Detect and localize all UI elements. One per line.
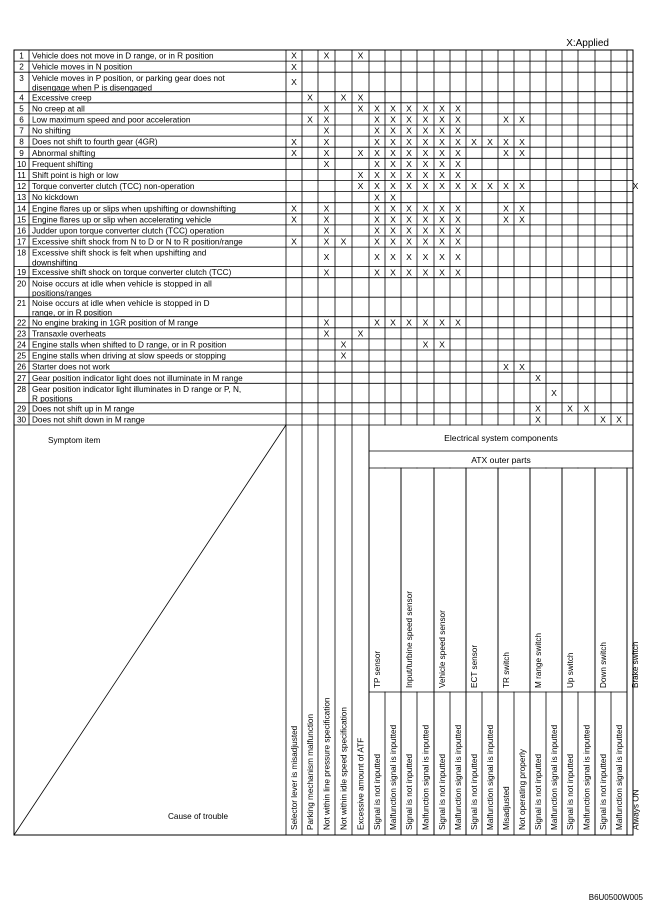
symptom-text: Noise occurs at idle when vehicle is stopped in D	[32, 298, 210, 308]
applied-mark: X	[291, 136, 297, 147]
symptom-text: Excessive shift shock from N to D or N to R position/range	[32, 237, 243, 247]
row-number: 28	[16, 384, 27, 394]
applied-mark: X	[406, 203, 412, 214]
applied-mark: X	[439, 114, 445, 125]
applied-mark: X	[357, 50, 364, 61]
applied-mark: X	[455, 103, 461, 114]
applied-mark: X	[406, 158, 412, 169]
applied-mark: X	[422, 203, 429, 214]
applied-mark: X	[422, 251, 429, 262]
row-number: 17	[16, 237, 27, 247]
applied-mark: X	[455, 317, 461, 328]
applied-mark: X	[323, 214, 330, 225]
applied-mark: X	[390, 236, 396, 247]
row-number: 25	[16, 351, 27, 361]
applied-mark: X	[422, 236, 429, 247]
applied-mark: X	[374, 214, 380, 225]
applied-mark: X	[519, 214, 525, 225]
applied-mark: X	[323, 225, 330, 236]
symptom-text: No kickdown	[32, 193, 79, 203]
applied-mark: X	[503, 114, 509, 125]
applied-mark: X	[390, 147, 396, 158]
applied-mark: X	[439, 125, 445, 136]
cause-label: Signal is not inputted	[566, 753, 575, 830]
applied-mark: X	[406, 103, 412, 114]
applied-mark: X	[439, 267, 445, 278]
cause-label: Signal is not inputted	[438, 753, 447, 830]
applied-mark: X	[323, 236, 330, 247]
applied-mark: X	[291, 147, 297, 158]
row-number: 6	[19, 115, 24, 125]
symptom-text: Excessive shift shock is felt when upshifting and	[32, 248, 207, 258]
row-number: 26	[16, 362, 27, 372]
applied-mark: X	[374, 181, 380, 192]
row-number: 20	[16, 279, 27, 289]
cause-label: Malfunction signal is inputted	[486, 724, 495, 830]
symptom-text: Transaxle overheats	[32, 329, 106, 339]
applied-mark: X	[535, 414, 541, 425]
cause-label: Malfunction signal is inputted	[389, 724, 398, 830]
applied-mark: X	[406, 267, 412, 278]
symptom-text: Does not shift down in M range	[32, 415, 145, 425]
applied-mark: X	[323, 114, 330, 125]
symptom-text: Low maximum speed and poor acceleration	[32, 115, 191, 125]
applied-mark: X	[406, 251, 412, 262]
symptom-text: Abnormal shifting	[32, 148, 96, 158]
cause-label: Excessive amount of ATF	[356, 737, 366, 830]
symptom-text: Excessive creep	[32, 93, 92, 103]
applied-mark: X	[439, 103, 445, 114]
applied-mark: X	[390, 170, 396, 181]
applied-mark: X	[519, 114, 525, 125]
applied-mark: X	[323, 251, 330, 262]
applied-mark: X	[455, 170, 461, 181]
symptom-text: Vehicle moves in P position, or parking gear does not	[32, 73, 225, 83]
applied-mark: X	[422, 147, 429, 158]
symptom-text: Engine flares up or slips when upshifting or downshifting	[32, 204, 236, 214]
cause-label: Malfunction signal is inputted	[421, 724, 431, 830]
group-name: M range switch	[534, 632, 543, 688]
applied-mark: X	[583, 403, 590, 414]
applied-mark: X	[422, 225, 429, 236]
applied-mark: X	[455, 125, 461, 136]
applied-mark: X	[519, 147, 525, 158]
corner-diagonal	[14, 425, 286, 835]
applied-mark: X	[455, 203, 461, 214]
applied-mark: X	[422, 317, 429, 328]
applied-mark: X	[374, 103, 380, 114]
applied-mark: X	[357, 103, 364, 114]
applied-mark: X	[390, 125, 396, 136]
applied-mark: X	[390, 251, 396, 262]
applied-mark: X	[340, 339, 347, 350]
applied-mark: X	[406, 136, 412, 147]
applied-mark: X	[357, 170, 364, 181]
applied-mark: X	[291, 214, 297, 225]
symptom-item-label: Symptom item	[48, 436, 101, 445]
symptom-text: Gear position indicator light illuminates in D range or P, N,	[32, 384, 242, 394]
applied-mark: X	[503, 147, 509, 158]
applied-mark: X	[567, 403, 573, 414]
row-number: 2	[19, 62, 24, 72]
cause-label: Parking mechanism malfunction	[306, 713, 315, 830]
legend-text: X:Applied	[566, 38, 609, 49]
row-number: 27	[16, 373, 27, 383]
applied-mark: X	[551, 388, 557, 399]
applied-mark: X	[307, 92, 313, 103]
group-name: Down switch	[599, 642, 608, 688]
symptom-text: Judder upon torque converter clutch (TCC) operation	[32, 226, 225, 236]
applied-mark: X	[406, 317, 412, 328]
cause-label: Always ON	[631, 789, 641, 830]
symptom-text: No creep at all	[32, 104, 85, 114]
row-number: 21	[16, 298, 27, 308]
row-number: 23	[16, 329, 27, 339]
cause-label: Malfunction signal is inputted	[582, 724, 592, 830]
applied-mark: X	[406, 236, 412, 247]
symptom-text: Does not shift to fourth gear (4GR)	[32, 137, 158, 147]
applied-mark: X	[439, 339, 445, 350]
group-name: ECT sensor	[470, 644, 479, 688]
row-number: 1	[19, 51, 24, 61]
applied-mark: X	[291, 236, 297, 247]
applied-mark: X	[503, 136, 509, 147]
applied-mark: X	[503, 181, 509, 192]
applied-mark: X	[374, 170, 380, 181]
applied-mark: X	[406, 114, 412, 125]
applied-mark: X	[374, 125, 380, 136]
applied-mark: X	[422, 214, 429, 225]
applied-mark: X	[503, 203, 509, 214]
applied-mark: X	[390, 114, 396, 125]
applied-mark: X	[357, 181, 364, 192]
symptom-text: Engine stalls when shifted to D range, or in R position	[32, 340, 227, 350]
cause-label: Signal is not inputted	[373, 753, 382, 830]
symptom-text: R positions	[32, 394, 73, 404]
applied-mark: X	[455, 158, 461, 169]
atx-outer-parts-header: ATX outer parts	[471, 455, 531, 465]
applied-mark: X	[439, 236, 445, 247]
applied-mark: X	[519, 181, 525, 192]
applied-mark: X	[471, 181, 477, 192]
applied-mark: X	[519, 203, 525, 214]
applied-mark: X	[323, 267, 330, 278]
symptom-text: Vehicle does not move in D range, or in R position	[32, 51, 214, 61]
applied-mark: X	[390, 267, 396, 278]
applied-mark: X	[323, 328, 330, 339]
applied-mark: X	[323, 147, 330, 158]
applied-mark: X	[439, 317, 445, 328]
group-name: Up switch	[566, 652, 575, 688]
cause-label: Not operating properly	[518, 748, 527, 830]
applied-mark: X	[340, 92, 347, 103]
applied-mark: X	[390, 181, 396, 192]
applied-mark: X	[357, 147, 364, 158]
applied-mark: X	[374, 136, 380, 147]
applied-mark: X	[374, 267, 380, 278]
cause-label: Misadjusted	[502, 786, 511, 830]
row-number: 16	[16, 226, 27, 236]
applied-mark: X	[439, 181, 445, 192]
applied-mark: X	[439, 203, 445, 214]
applied-mark: X	[487, 181, 493, 192]
cause-label: Selector lever is misadjusted	[290, 725, 299, 830]
applied-mark: X	[455, 267, 461, 278]
symptom-text: disengage when P is disengaged	[32, 83, 153, 93]
applied-mark: X	[323, 50, 330, 61]
applied-mark: X	[455, 147, 461, 158]
applied-mark: X	[374, 203, 380, 214]
symptom-text: Vehicle moves in N position	[32, 62, 133, 72]
applied-mark: X	[390, 317, 396, 328]
row-number: 3	[19, 73, 24, 83]
row-number: 22	[16, 318, 27, 328]
symptom-text: No engine braking in 1GR position of M range	[32, 318, 199, 328]
applied-mark: X	[422, 125, 429, 136]
symptom-text: Engine flares up or slip when accelerating vehicle	[32, 215, 212, 225]
symptom-text: downshifting	[32, 258, 78, 268]
applied-mark: X	[374, 225, 380, 236]
applied-mark: X	[357, 92, 364, 103]
applied-mark: X	[406, 181, 412, 192]
applied-mark: X	[439, 147, 445, 158]
applied-mark: X	[519, 136, 525, 147]
row-number: 8	[19, 137, 24, 147]
applied-mark: X	[422, 103, 429, 114]
applied-mark: X	[323, 103, 330, 114]
applied-mark: X	[374, 317, 380, 328]
applied-mark: X	[422, 267, 429, 278]
group-name: TR switch	[502, 652, 511, 688]
applied-mark: X	[390, 203, 396, 214]
applied-mark: X	[519, 361, 525, 372]
applied-mark: X	[374, 251, 380, 262]
row-number: 29	[16, 404, 27, 414]
symptom-text: Does not shift up in M range	[32, 404, 135, 414]
applied-mark: X	[374, 147, 380, 158]
applied-mark: X	[535, 372, 541, 383]
row-number: 14	[16, 204, 27, 214]
row-number: 4	[19, 93, 24, 103]
applied-mark: X	[406, 125, 412, 136]
row-number: 19	[16, 268, 27, 278]
applied-mark: X	[455, 251, 461, 262]
applied-mark: X	[340, 236, 347, 247]
applied-mark: X	[471, 136, 477, 147]
symptom-text: range, or in R position	[32, 308, 113, 318]
row-number: 11	[17, 171, 26, 180]
cause-label: Not within line pressure specification	[322, 697, 332, 830]
applied-mark: X	[357, 328, 364, 339]
applied-mark: X	[307, 114, 313, 125]
applied-mark: X	[422, 158, 429, 169]
applied-mark: X	[390, 225, 396, 236]
cause-label: Not within idle speed specification	[339, 707, 349, 830]
applied-mark: X	[455, 136, 461, 147]
applied-mark: X	[422, 136, 429, 147]
applied-mark: X	[406, 147, 412, 158]
applied-mark: X	[455, 114, 461, 125]
applied-mark: X	[340, 350, 347, 361]
row-number: 18	[16, 248, 27, 258]
row-number: 12	[16, 182, 27, 192]
applied-mark: X	[487, 136, 493, 147]
applied-mark: X	[323, 136, 330, 147]
row-number: 9	[19, 148, 24, 158]
applied-mark: X	[291, 61, 297, 72]
group-name: Vehicle speed sensor	[438, 610, 447, 688]
applied-mark: X	[439, 214, 445, 225]
applied-mark: X	[455, 181, 461, 192]
applied-mark: X	[455, 214, 461, 225]
applied-mark: X	[439, 136, 445, 147]
applied-mark: X	[291, 77, 297, 88]
applied-mark: X	[390, 158, 396, 169]
applied-mark: X	[439, 158, 445, 169]
cause-label: Signal is not inputted	[405, 753, 414, 830]
cause-label: Signal is not inputted	[534, 753, 543, 830]
row-number: 10	[16, 159, 27, 169]
row-number: 5	[19, 104, 24, 114]
applied-mark: X	[455, 236, 461, 247]
applied-mark: X	[632, 181, 639, 192]
applied-mark: X	[422, 114, 429, 125]
applied-mark: X	[503, 361, 509, 372]
applied-mark: X	[439, 170, 445, 181]
applied-mark: X	[323, 317, 330, 328]
symptom-text: Gear position indicator light does not illuminate in M range	[32, 373, 243, 383]
symptom-text: Frequent shifting	[32, 159, 93, 169]
figure-code: B6U0500W005	[588, 893, 643, 902]
row-number: 15	[16, 215, 27, 225]
applied-mark: X	[374, 192, 380, 203]
symptom-text: Engine stalls when driving at slow speeds or stopping	[32, 351, 226, 361]
cause-label: Signal is not inputted	[599, 753, 608, 830]
symptom-text: Torque converter clutch (TCC) non-operation	[32, 182, 195, 192]
symptom-text: positions/ranges	[32, 288, 92, 298]
cause-label: Malfunction signal is inputted	[550, 724, 559, 830]
row-number: 7	[19, 126, 24, 136]
row-number: 24	[16, 340, 27, 350]
applied-mark: X	[616, 414, 622, 425]
applied-mark: X	[422, 170, 429, 181]
symptom-text: Shift point is high or low	[32, 171, 119, 180]
applied-mark: X	[406, 170, 412, 181]
symptom-text: No shifting	[32, 126, 71, 136]
applied-mark: X	[406, 225, 412, 236]
group-name: Brake switch	[631, 641, 640, 688]
applied-mark: X	[374, 158, 380, 169]
applied-mark: X	[374, 114, 380, 125]
applied-mark: X	[390, 192, 396, 203]
electrical-components-header: Electrical system components	[444, 433, 558, 443]
group-name: Input/turbine speed sensor	[405, 591, 414, 688]
applied-mark: X	[422, 181, 429, 192]
symptom-text: Noise occurs at idle when vehicle is stopped in all	[32, 279, 212, 289]
applied-mark: X	[422, 339, 429, 350]
applied-mark: X	[390, 214, 396, 225]
cause-label: Signal is not inputted	[470, 753, 479, 830]
applied-mark: X	[323, 203, 330, 214]
cause-label: Malfunction signal is inputted	[454, 724, 463, 830]
applied-mark: X	[503, 214, 509, 225]
cause-of-trouble-label: Cause of trouble	[168, 812, 229, 821]
symptom-text: Starter does not work	[32, 362, 110, 372]
row-number: 13	[16, 193, 27, 203]
applied-mark: X	[390, 103, 396, 114]
applied-mark: X	[323, 125, 330, 136]
applied-mark: X	[439, 251, 445, 262]
applied-mark: X	[390, 136, 396, 147]
symptom-text: Excessive shift shock on torque converter clutch (TCC)	[32, 268, 232, 278]
row-number: 30	[16, 415, 27, 425]
applied-mark: X	[406, 214, 412, 225]
applied-mark: X	[600, 414, 606, 425]
cause-label: Malfunction signal is inputted	[615, 724, 624, 830]
applied-mark: X	[291, 203, 297, 214]
applied-mark: X	[535, 403, 541, 414]
applied-mark: X	[323, 158, 330, 169]
applied-mark: X	[291, 50, 297, 61]
group-name: TP sensor	[373, 650, 382, 688]
applied-mark: X	[439, 225, 445, 236]
applied-mark: X	[455, 225, 461, 236]
applied-mark: X	[374, 236, 380, 247]
